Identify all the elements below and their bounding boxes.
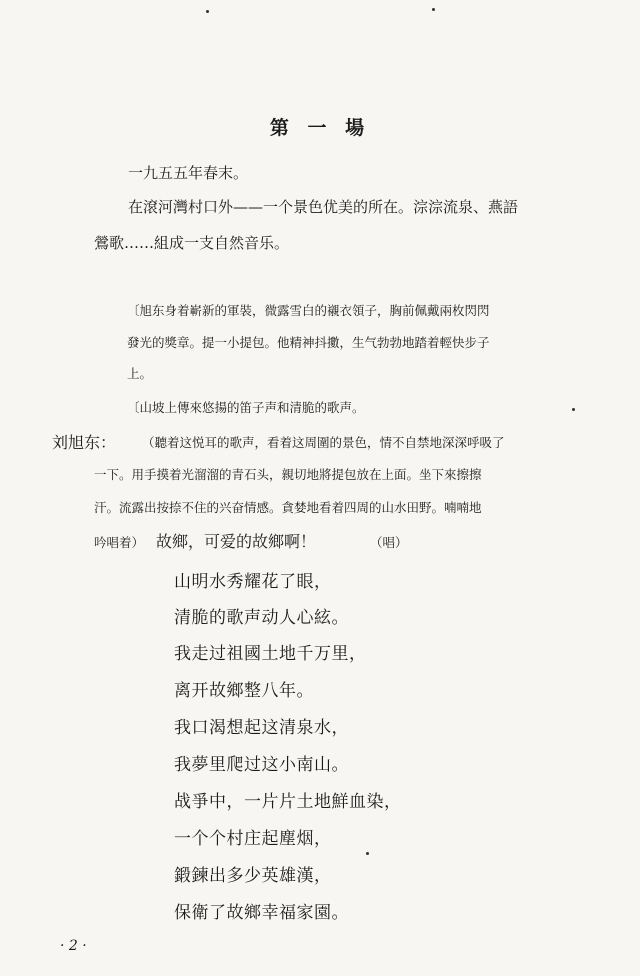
scan-speck [206,10,209,13]
scan-speck [366,852,369,855]
song-line: 离开故鄉整八年。 [174,681,314,701]
stage-direction-line-4: 〔山坡上傳來悠揚的笛子声和清脆的歌声。 [127,400,365,415]
stage-direction-line-1: 〔旭东身着嶄新的軍裝，微露雪白的襯衣領子，胸前佩戴兩枚閃閃 [127,303,490,318]
song-line: 战爭中，一片片土地鮮血染， [174,792,402,812]
stage-direction-line-3: 上。 [127,366,153,381]
song-line: 山明水秀耀花了眼， [174,572,332,592]
speaker-name: 刘旭东： [52,433,117,452]
song-line: 保衛了故鄉幸福家園。 [174,903,349,923]
setting-line-1: 在滾河灣村口外——一个景色优美的所在。淙淙流泉、燕語 [128,198,519,216]
speech-direction-line-4: 吟唱着） [94,535,145,550]
stage-direction-line-2: 發光的獎章。提一小提包。他精神抖擻，生气勃勃地踏着輕快步子 [127,335,490,350]
scene-title: 第 一 場 [269,117,371,139]
song-line: 清脆的歌声动人心絃。 [174,608,349,628]
song-line: 我口渴想起这清泉水， [174,718,349,738]
time-line: 一九五五年春末。 [128,164,249,182]
setting-line-2: 鶯歌……組成一支自然音乐。 [94,234,290,252]
page-number: · 2 · [60,938,87,954]
speech-direction-line-3: 汗。流露出按捺不住的兴奋情感。貪婪地看着四周的山水田野。喃喃地 [94,500,482,515]
sing-cue: （唱） [370,535,408,550]
song-line: 我夢里爬过这小南山。 [174,755,349,775]
speech-direction-line-2: 一下。用手摸着光溜溜的青石头，親切地將提包放在上面。坐下來擦擦 [94,467,482,482]
song-line: 一个个村庄起塵烟， [174,829,332,849]
song-line: 我走过祖國土地千万里， [174,644,367,664]
spoken-line: 故鄉，可爱的故鄉啊！ [156,532,317,551]
scan-speck [572,408,575,411]
song-line: 鍛鍊出多少英雄漢， [174,866,332,886]
speech-direction-line-1: （聽着这悦耳的歌声，看着这周圍的景色，情不自禁地深深呼吸了 [142,435,505,450]
scan-speck [432,8,435,11]
